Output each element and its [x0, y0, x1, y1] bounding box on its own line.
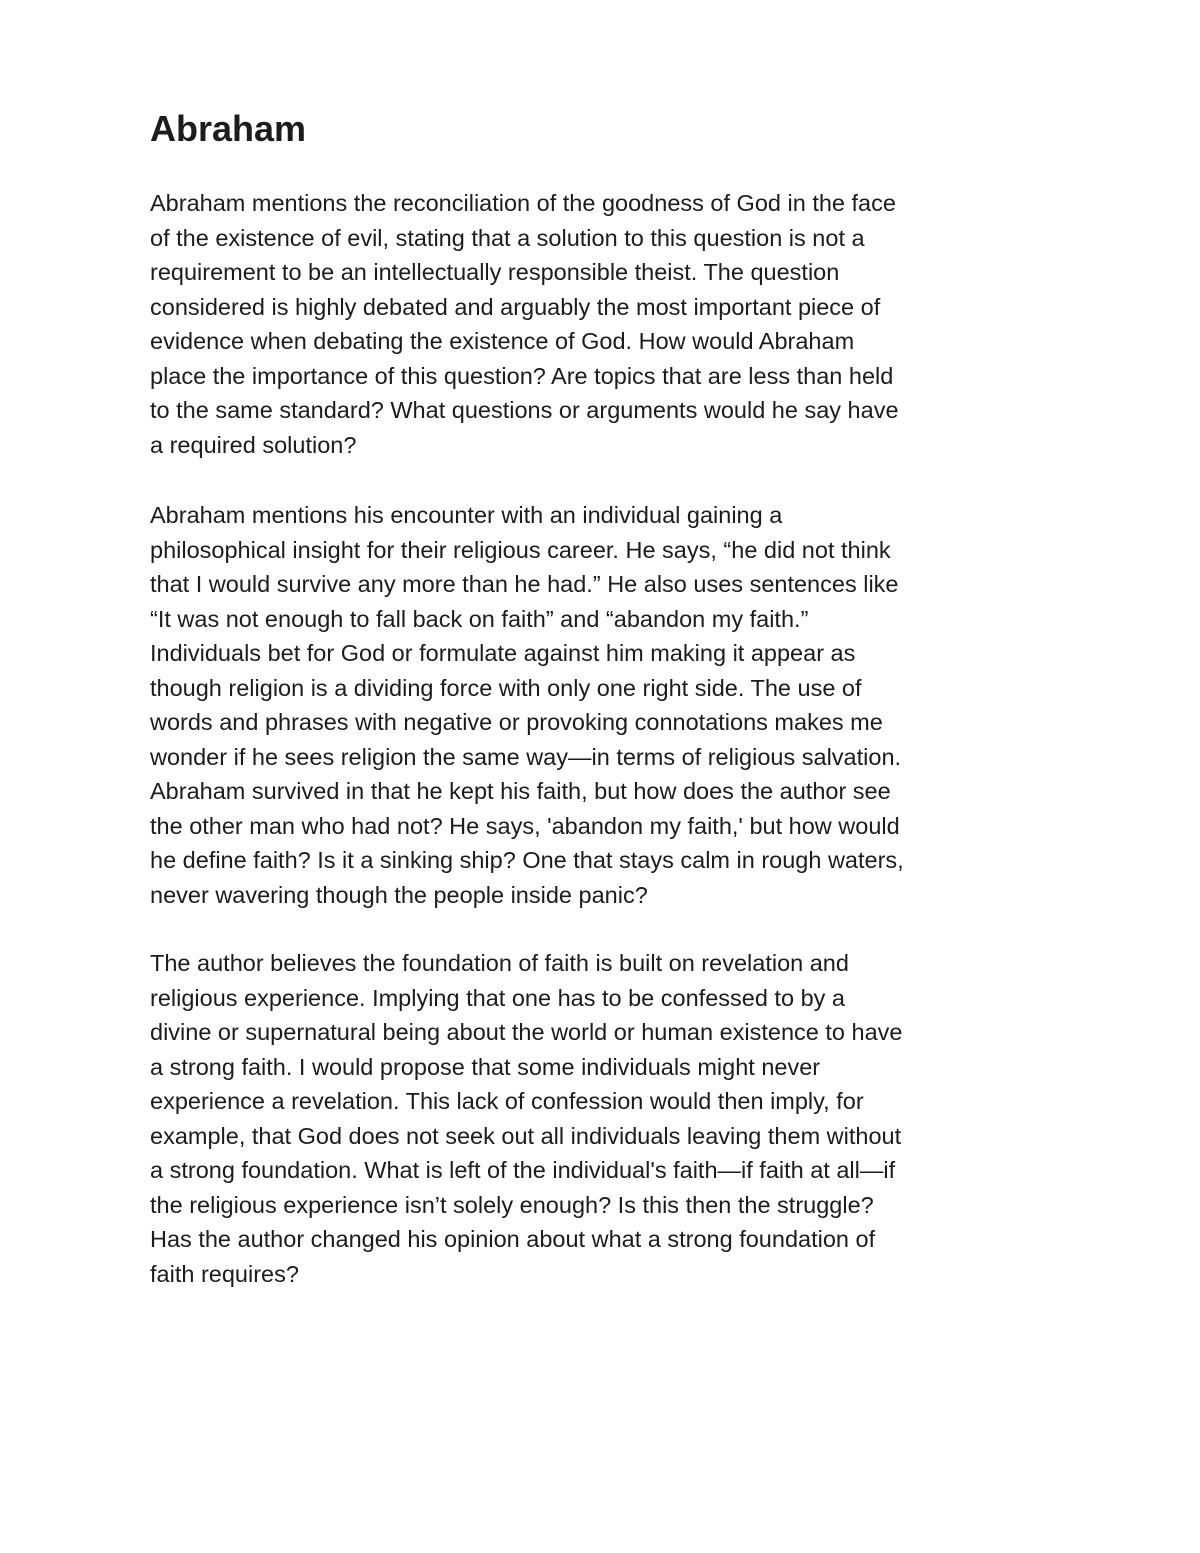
paragraph-line: that I would survive any more than he had.” He also uses sentences like — [150, 571, 899, 597]
paragraph-line: divine or supernatural being about the world or human existence to have — [150, 1019, 903, 1045]
paragraph-line: “It was not enough to fall back on faith” and “abandon my faith.” — [150, 605, 809, 632]
paragraph-line: place the importance of this question? Are topics that are less than held — [150, 362, 894, 389]
paragraph-line: religious experience. Implying that one has to be confessed to by a — [150, 984, 845, 1011]
paragraph-line: a strong faith. I would propose that some individuals might never — [150, 1053, 821, 1080]
paragraph-line: he define faith? Is it a sinking ship? One that stays calm in rough waters, — [150, 847, 904, 873]
paragraph-line: Has the author changed his opinion about what a strong foundation of — [150, 1226, 876, 1252]
paragraph-line: though religion is a dividing force with only one right side. The use of — [150, 674, 862, 701]
paragraph-line: never wavering though the people inside panic? — [150, 881, 648, 908]
paragraph-line: Abraham mentions his encounter with an individual gaining a — [150, 502, 783, 528]
paragraph-2 — [150, 498, 904, 912]
paragraph-line: to the same standard? What questions or arguments would he say have — [150, 397, 899, 423]
paragraph-line: a required solution? — [150, 431, 357, 458]
paragraph-line: considered is highly debated and arguably the most important piece of — [150, 293, 881, 320]
paragraph-line: of the existence of evil, stating that a solution to this question is not a — [150, 224, 865, 251]
paragraph-line: wonder if he sees religion the same way—in terms of religious salvation. — [150, 743, 902, 770]
paragraph-line: The author believes the foundation of faith is built on revelation and — [150, 950, 849, 976]
paragraph-line: Abraham survived in that he kept his faith, but how does the author see — [150, 778, 891, 804]
paragraph-line: faith requires? — [150, 1260, 299, 1287]
paragraph-line: example, that God does not seek out all individuals leaving them without — [150, 1122, 902, 1149]
paragraph-line: Individuals bet for God or formulate against him making it appear as — [150, 640, 856, 666]
paragraph-line: a strong foundation. What is left of the individual's faith—if faith at all—if — [150, 1157, 896, 1183]
paragraph-line: experience a revelation. This lack of confession would then imply, for — [150, 1088, 864, 1114]
paragraph-line: evidence when debating the existence of God. How would Abraham — [150, 328, 855, 354]
paragraph-line: words and phrases with negative or provoking connotations makes me — [150, 709, 883, 735]
paragraph-line: requirement to be an intellectually responsible theist. The question — [150, 259, 840, 285]
paragraph-line: the other man who had not? He says, 'abandon my faith,' but how would — [150, 812, 900, 839]
paragraph-line: the religious experience isn’t solely enough? Is this then the struggle? — [150, 1191, 874, 1218]
paragraph-line: Abraham mentions the reconciliation of the goodness of God in the face — [150, 190, 896, 216]
paragraph-line: philosophical insight for their religious career. He says, “he did not think — [150, 536, 891, 563]
paragraph-3 — [150, 946, 902, 1291]
paragraph-1 — [150, 186, 899, 462]
page-title: Abraham — [150, 108, 307, 149]
